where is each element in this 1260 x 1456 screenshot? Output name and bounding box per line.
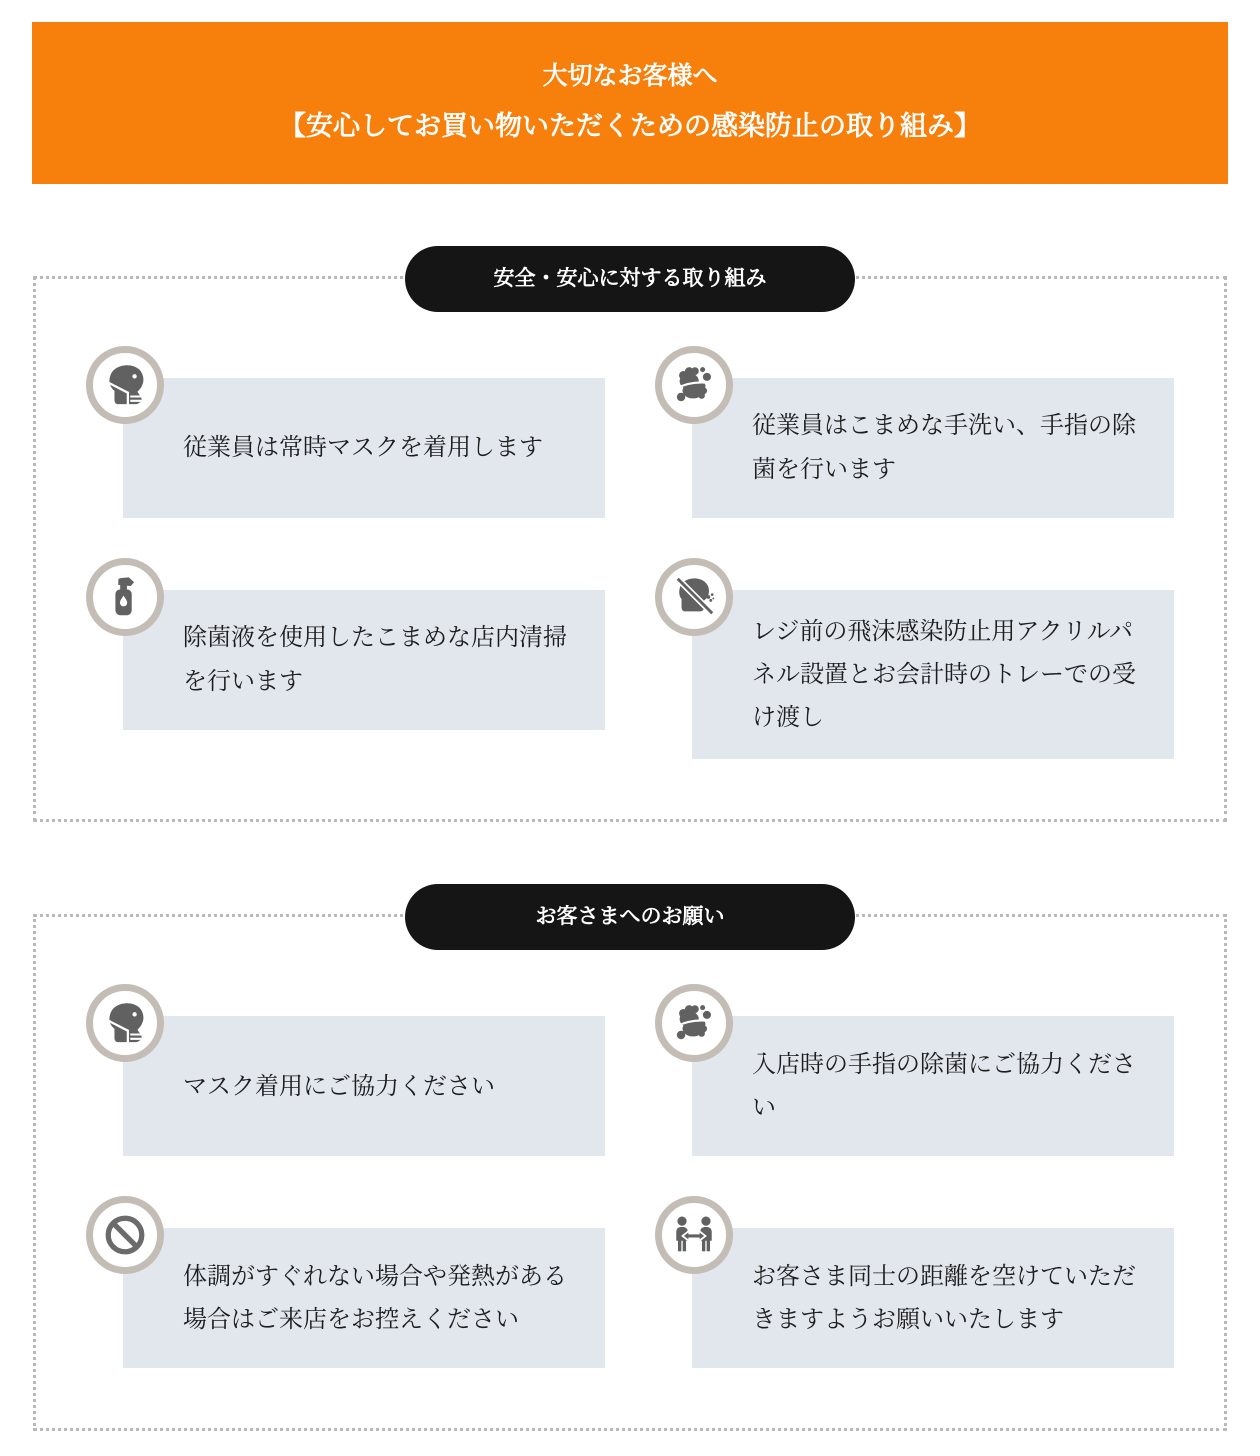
- mask-face-icon: [102, 362, 148, 408]
- prohibition-icon: [102, 1212, 148, 1258]
- request-text: お客さま同士の距離を空けていただきますようお願いいたします: [692, 1228, 1174, 1368]
- requests-grid: [86, 984, 1174, 1368]
- icon-circle: [86, 558, 164, 636]
- icon-circle: [655, 558, 733, 636]
- header-banner: [32, 22, 1228, 184]
- section-customer-requests: [33, 905, 1227, 1431]
- hand-washing-icon: [671, 1000, 717, 1046]
- sanitizer-bottle-icon: [102, 574, 148, 620]
- request-item: [86, 984, 605, 1156]
- measure-item: [86, 346, 605, 518]
- measure-text: 従業員はこまめな手洗い、手指の除菌を行います: [692, 378, 1174, 518]
- measure-text: 除菌液を使用したこまめな店内清掃を行います: [123, 590, 605, 730]
- request-text: 入店時の手指の除菌にご協力ください: [692, 1016, 1174, 1156]
- measure-item: [86, 558, 605, 760]
- measure-item: [655, 346, 1174, 518]
- request-item: [86, 1196, 605, 1368]
- request-text: 体調がすぐれない場合や発熱がある場合はご来店をお控えください: [123, 1228, 605, 1368]
- measure-text: 従業員は常時マスクを着用します: [123, 378, 605, 518]
- hand-washing-icon: [671, 362, 717, 408]
- section-title-pill: お客さまへのお願い: [405, 884, 855, 950]
- icon-circle: [86, 346, 164, 424]
- icon-circle: [86, 1196, 164, 1274]
- social-distance-icon: [671, 1212, 717, 1258]
- banner-title-line2: 【安心してお買い物いただくための感染防止の取り組み】: [279, 110, 981, 141]
- icon-circle: [655, 984, 733, 1062]
- measure-item: [655, 558, 1174, 760]
- request-item: [655, 984, 1174, 1156]
- page: [0, 22, 1260, 1431]
- request-text: マスク着用にご協力ください: [123, 1016, 605, 1156]
- banner-title-line1: 大切なお客様へ: [542, 62, 718, 90]
- request-item: [655, 1196, 1174, 1368]
- icon-circle: [86, 984, 164, 1062]
- icon-circle: [655, 1196, 733, 1274]
- no-droplet-face-icon: [671, 574, 717, 620]
- section-title-pill: 安全・安心に対する取り組み: [405, 246, 855, 312]
- mask-face-icon: [102, 1000, 148, 1046]
- icon-circle: [655, 346, 733, 424]
- section-safety-measures: [33, 266, 1227, 823]
- measure-text: レジ前の飛沫感染防止用アクリルパネル設置とお会計時のトレーでの受け渡し: [692, 590, 1174, 760]
- measures-grid: [86, 346, 1174, 760]
